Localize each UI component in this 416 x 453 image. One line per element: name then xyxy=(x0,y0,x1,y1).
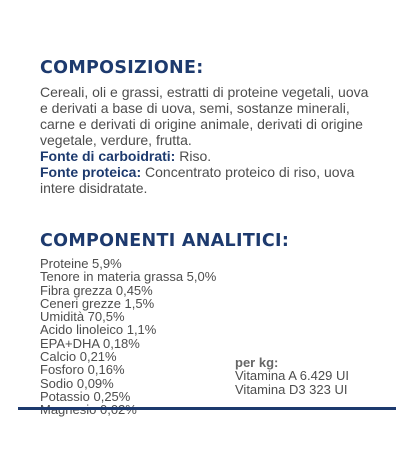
analytic-item-moisture: Umidità 70,5% xyxy=(40,309,125,325)
composition-block xyxy=(40,84,380,196)
analytic-item-sodium: Sodio 0,09% xyxy=(40,375,114,391)
analytic-item-epa-dha: EPA+DHA 0,18% xyxy=(40,335,140,351)
carbohydrate-source xyxy=(40,148,380,164)
analytic-item-fat: Tenore in materia grassa 5,0% xyxy=(40,269,217,285)
carbohydrate-source-value: Riso. xyxy=(175,148,212,164)
analytic-item-linoleic-acid: Acido linoleico 1,1% xyxy=(40,322,157,338)
carbohydrate-source-label: Fonte di carboidrati: xyxy=(40,148,176,164)
vitamin-d3: Vitamina D3 323 UI xyxy=(235,381,348,397)
protein-source xyxy=(40,164,380,196)
protein-source-value: Concentrato proteico di riso, uova intere disidratate. xyxy=(40,164,355,196)
vitamins-per-kg xyxy=(235,356,349,396)
analytic-components-heading: COMPONENTI ANALITICI: xyxy=(40,231,290,251)
composition-heading: COMPOSIZIONE: xyxy=(40,58,204,78)
per-kg-label: per kg: xyxy=(235,355,279,370)
analytic-item-phosphorus: Fosforo 0,16% xyxy=(40,362,125,378)
analytic-item-potassium: Potassio 0,25% xyxy=(40,388,131,404)
composition-ingredients: Cereali, oli e grassi, estratti di proteine vegetali, uova e derivati a base di uova, semi, sostanze minerali, carne e derivati di origine animale, derivati di origine vegetale, verdure, frutta. xyxy=(40,84,369,148)
analytic-item-ash: Ceneri grezze 1,5% xyxy=(40,295,155,311)
analytic-item-fiber: Fibra grezza 0,45% xyxy=(40,282,153,298)
analytic-item-calcium: Calcio 0,21% xyxy=(40,349,117,365)
vitamin-a: Vitamina A 6.429 UI xyxy=(235,368,349,384)
analytic-item-protein: Proteine 5,9% xyxy=(40,256,122,271)
bottom-divider xyxy=(18,407,396,410)
protein-source-label: Fonte proteica: xyxy=(40,164,142,180)
analytic-components-list xyxy=(40,257,216,417)
